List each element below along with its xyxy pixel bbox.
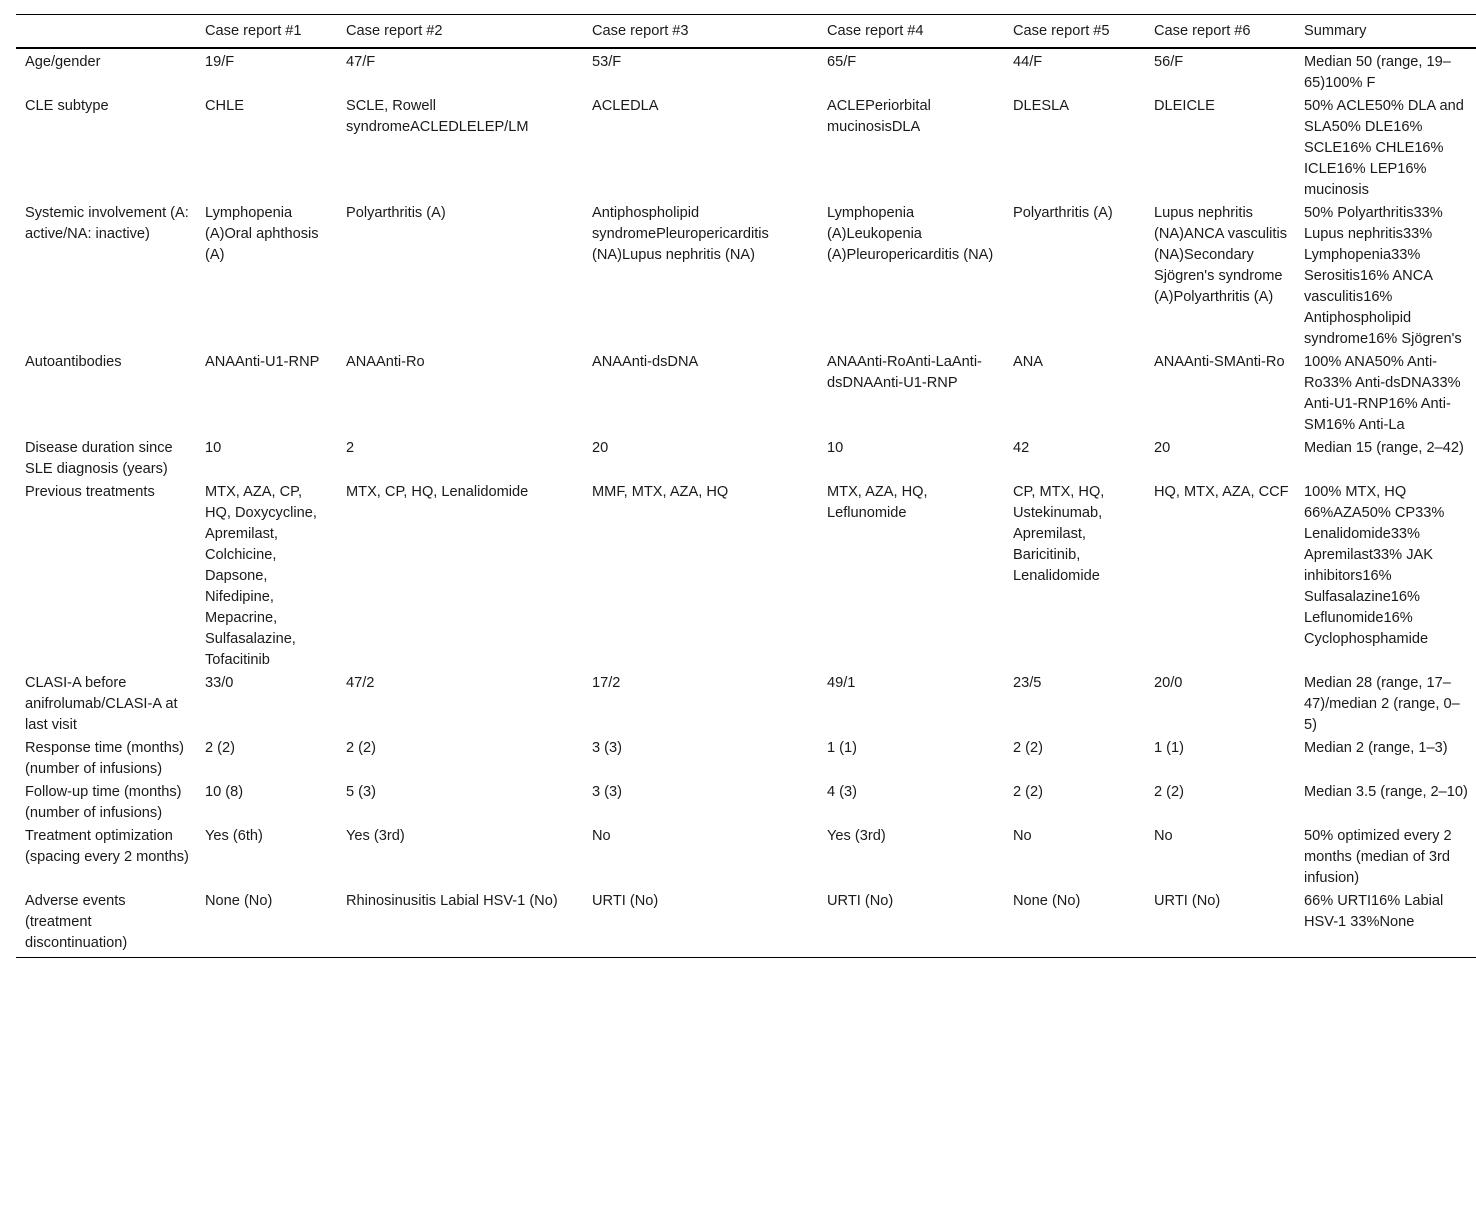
- table-row: [16, 436, 1476, 480]
- table-cell: MTX, AZA, HQ, Leflunomide: [827, 484, 928, 521]
- table-body: [16, 48, 1476, 958]
- summary-cell: 50% ACLE50% DLA and SLA50% DLE16% SCLE16% CHLE16% ICLE16% LEP16% mucinosis: [1304, 98, 1464, 198]
- table-cell: ACLEDLA: [592, 98, 659, 114]
- table-row: [16, 736, 1476, 780]
- table-row: [16, 480, 1476, 671]
- row-label: Age/gender: [25, 54, 101, 70]
- table-cell: ANA: [1013, 354, 1044, 370]
- row-label: Follow-up time (months) (number of infusions): [25, 784, 182, 821]
- table-cell: Yes (3rd): [346, 828, 405, 844]
- row-label: CLASI-A before anifrolumab/CLASI-A at last visit: [25, 675, 178, 733]
- table-cell: MTX, AZA, CP, HQ, Doxycycline, Apremilast, Colchicine, Dapsone, Nifedipine, Mepacrine, Sulfasalazine, Tofacitinib: [205, 484, 317, 668]
- row-label: Treatment optimization (spacing every 2 months): [25, 828, 189, 865]
- header-cell-row-label: [16, 15, 196, 49]
- table-row: [16, 94, 1476, 201]
- table-cell: URTI (No): [592, 893, 659, 909]
- table-cell: 4 (3): [827, 784, 858, 800]
- header-cell-summary: Summary: [1304, 23, 1367, 39]
- table-row: [16, 48, 1476, 94]
- table-cell: CP, MTX, HQ, Ustekinumab, Apremilast, Baricitinib, Lenalidomide: [1013, 484, 1105, 584]
- table-cell: ANAAnti-Ro: [346, 354, 425, 370]
- table-cell: 44/F: [1013, 54, 1043, 70]
- row-label: Response time (months) (number of infusions): [25, 740, 184, 777]
- table-cell: URTI (No): [1154, 893, 1221, 909]
- table-cell: 2 (2): [346, 740, 377, 756]
- summary-cell: Median 28 (range, 17–47)/median 2 (range, 0–5): [1304, 675, 1460, 733]
- table-cell: 2 (2): [1013, 784, 1044, 800]
- table-cell: Yes (6th): [205, 828, 263, 844]
- table-cell: DLESLA: [1013, 98, 1069, 114]
- table-row: [16, 824, 1476, 889]
- table-cell: URTI (No): [827, 893, 894, 909]
- table-row: [16, 350, 1476, 436]
- table-cell: 2 (2): [1154, 784, 1185, 800]
- table-header: [16, 15, 1476, 49]
- table-cell: MTX, CP, HQ, Lenalidomide: [346, 484, 529, 500]
- table-cell: 10 (8): [205, 784, 244, 800]
- table-cell: HQ, MTX, AZA, CCF: [1154, 484, 1289, 500]
- table-cell: 2: [346, 440, 355, 456]
- table-cell: 20/0: [1154, 675, 1183, 691]
- table-cell: 49/1: [827, 675, 856, 691]
- header-cell-case-1: Case report #1: [205, 23, 302, 39]
- row-label: CLE subtype: [25, 98, 109, 114]
- table-cell: 47/F: [346, 54, 376, 70]
- table-cell: None (No): [1013, 893, 1081, 909]
- header-cell-case-5: Case report #5: [1013, 23, 1110, 39]
- table-cell: 47/2: [346, 675, 375, 691]
- table-cell: 17/2: [592, 675, 621, 691]
- row-label: Systemic involvement (A: active/NA: inactive): [25, 205, 189, 242]
- table-cell: 42: [1013, 440, 1030, 456]
- summary-cell: 100% ANA50% Anti-Ro33% Anti-dsDNA33% Anti-U1-RNP16% Anti-SM16% Anti-La: [1304, 354, 1461, 433]
- table-cell: 10: [827, 440, 844, 456]
- table-cell: 3 (3): [592, 740, 623, 756]
- header-cell-case-4: Case report #4: [827, 23, 924, 39]
- table-cell: SCLE, Rowell syndromeACLEDLELEP/LM: [346, 98, 529, 135]
- header-cell-case-2: Case report #2: [346, 23, 443, 39]
- table-cell: No: [1013, 828, 1032, 844]
- table-cell: 19/F: [205, 54, 235, 70]
- table-cell: ACLEPeriorbital mucinosisDLA: [827, 98, 931, 135]
- table-cell: Rhinosinusitis Labial HSV-1 (No): [346, 893, 558, 909]
- table-cell: CHLE: [205, 98, 244, 114]
- summary-cell: Median 15 (range, 2–42): [1304, 440, 1464, 456]
- header-cell-case-6: Case report #6: [1154, 23, 1251, 39]
- summary-cell: Median 2 (range, 1–3): [1304, 740, 1448, 756]
- table-row: [16, 201, 1476, 350]
- table-cell: 20: [592, 440, 609, 456]
- table-cell: 2 (2): [1013, 740, 1044, 756]
- summary-cell: 100% MTX, HQ 66%AZA50% CP33% Lenalidomide33% Apremilast33% JAK inhibitors16% Sulfasalazine16% Leflunomide16% Cyclophosphamide: [1304, 484, 1445, 647]
- row-label: Autoantibodies: [25, 354, 122, 370]
- table-cell: Antiphospholipid syndromePleuropericarditis (NA)Lupus nephritis (NA): [592, 205, 769, 263]
- table-row: [16, 671, 1476, 736]
- summary-cell: 50% Polyarthritis33% Lupus nephritis33% Lymphopenia33% Serositis16% ANCA vasculitis16% Antiphospholipid syndrome16% Sjögren's: [1304, 205, 1462, 347]
- table-cell: Polyarthritis (A): [346, 205, 446, 221]
- table-cell: 1 (1): [1154, 740, 1185, 756]
- summary-cell: 50% optimized every 2 months (median of 3rd infusion): [1304, 828, 1452, 886]
- table-cell: ANAAnti-RoAnti-LaAnti-dsDNAAnti-U1-RNP: [827, 354, 982, 391]
- summary-cell: 66% URTI16% Labial HSV-1 33%None: [1304, 893, 1444, 930]
- table-row: [16, 889, 1476, 958]
- row-label: Previous treatments: [25, 484, 155, 500]
- table-cell: Lupus nephritis (NA)ANCA vasculitis (NA)Secondary Sjögren's syndrome (A)Polyarthritis (A): [1154, 205, 1287, 305]
- table-row: [16, 780, 1476, 824]
- table-cell: ANAAnti-U1-RNP: [205, 354, 320, 370]
- table-cell: ANAAnti-dsDNA: [592, 354, 699, 370]
- table-cell: 33/0: [205, 675, 234, 691]
- table-cell: 53/F: [592, 54, 622, 70]
- table-cell: ANAAnti-SMAnti-Ro: [1154, 354, 1285, 370]
- table-cell: Polyarthritis (A): [1013, 205, 1113, 221]
- row-label: Adverse events (treatment discontinuation): [25, 893, 128, 951]
- table-cell: 20: [1154, 440, 1171, 456]
- table-cell: MMF, MTX, AZA, HQ: [592, 484, 729, 500]
- header-cell-case-3: Case report #3: [592, 23, 689, 39]
- table-cell: 1 (1): [827, 740, 858, 756]
- table-cell: 56/F: [1154, 54, 1184, 70]
- table-cell: DLEICLE: [1154, 98, 1215, 114]
- table-cell: 2 (2): [205, 740, 236, 756]
- table-cell: No: [592, 828, 611, 844]
- table-cell: Lymphopenia (A)Leukopenia (A)Pleuropericarditis (NA): [827, 205, 994, 263]
- table-cell: 23/5: [1013, 675, 1042, 691]
- table-cell: Lymphopenia (A)Oral aphthosis (A): [205, 205, 319, 263]
- table-cell: Yes (3rd): [827, 828, 886, 844]
- case-reports-table: [16, 14, 1476, 958]
- summary-cell: Median 50 (range, 19–65)100% F: [1304, 54, 1451, 91]
- table-cell: 5 (3): [346, 784, 377, 800]
- table-cell: 65/F: [827, 54, 857, 70]
- table-cell: No: [1154, 828, 1173, 844]
- table-cell: None (No): [205, 893, 273, 909]
- table-cell: 3 (3): [592, 784, 623, 800]
- header-row: [16, 15, 1476, 49]
- summary-cell: Median 3.5 (range, 2–10): [1304, 784, 1468, 800]
- table-cell: 10: [205, 440, 222, 456]
- row-label: Disease duration since SLE diagnosis (years): [25, 440, 173, 477]
